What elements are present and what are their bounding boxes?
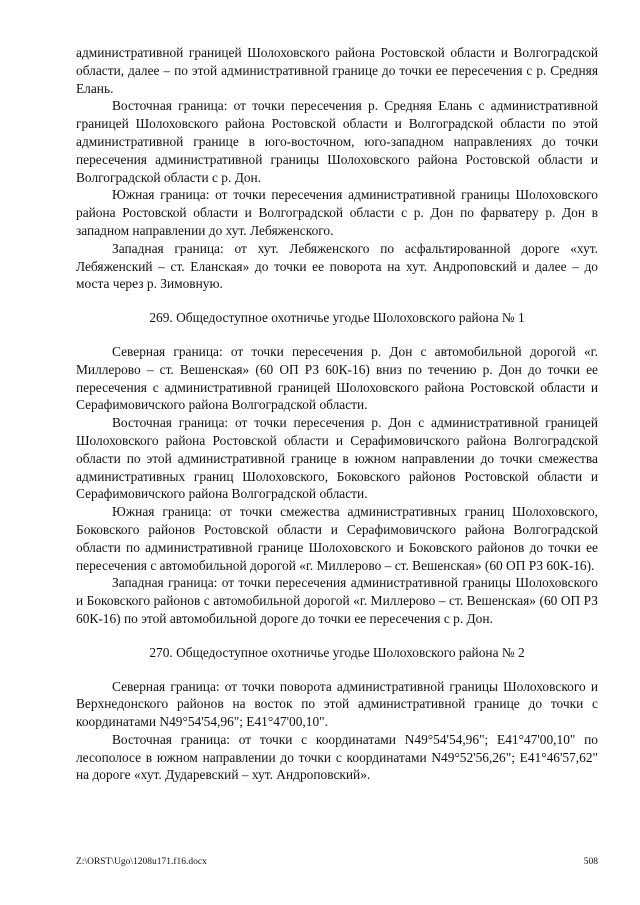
page-footer bbox=[76, 856, 598, 868]
intro-block bbox=[76, 44, 598, 293]
intro-paragraph: Восточная граница: от точки пересечения р. Средняя Елань с административной границей Шолоховского района Ростовской области и Волгоградской области по этой административной границе в юго-восточном, юго-западном направлениях до точки пересечения административной границы Шолоховского района Ростовской области и Волгоградской области с р. Дон. bbox=[76, 98, 598, 185]
section-paragraph: Южная граница: от точки смежества административных границ Шолоховского, Боковского районов Ростовской области и Серафимовичского района Волгоградской области по административной границе Шолоховского и Боковского районов до точки ее пересечения с автомобильной дорогой «г. Миллерово – ст. Вешенская» (60 ОП РЗ 60К-16). bbox=[76, 504, 598, 573]
section-paragraph: Северная граница: от точки пересечения р. Дон с автомобильной дорогой «г. Миллерово – ст. Вешенская» (60 ОП РЗ 60К-16) вниз по течению р. Дон до точки ее пересечения с административной границей Шолоховского района Ростовской области и Серафимовичского района Волгоградской области. bbox=[76, 343, 598, 413]
section-paragraph: Восточная граница: от точки с координатами N49°54'54,96"; E41°47'00,10" по лесополосе в южном направлении до точки с координатами N49°52'56,26"; E41°46'57,62" на дороге «хут. Дударевский – хут. Андроповский». bbox=[76, 731, 598, 783]
section-paragraph: Северная граница: от точки поворота административной границы Шолоховского и Верхнедонского районов на восток по этой административной границе до точки с координатами N49°54'54,96"; E41°47'00,10". bbox=[76, 678, 598, 730]
intro-paragraph: Южная граница: от точки пересечения административной границы Шолоховского района Ростовской области и Волгоградской области с р. Дон по фарватеру р. Дон в западном направлении до хут. Лебяженского. bbox=[76, 187, 598, 238]
file-path: Z:\ORST\Ugo\1208u171.f16.docx bbox=[76, 857, 207, 867]
intro-paragraph: Западная граница: от хут. Лебяженского по асфальтированной дороге «хут. Лебяженский – ст. Еланская» до точки ее поворота на хут. Андроповский и далее – до моста через р. Зимовную. bbox=[76, 240, 598, 292]
section-heading: 269. Общедоступное охотничье угодье Шолоховского района № 1 bbox=[149, 310, 525, 326]
page-number: 508 bbox=[583, 857, 598, 867]
section-270 bbox=[76, 644, 598, 785]
section-269 bbox=[76, 309, 598, 628]
intro-paragraph: административной границей Шолоховского района Ростовской области и Волгоградской области, далее – по этой административной границе до точки ее пересечения с р. Средняя Елань. bbox=[76, 45, 598, 96]
section-paragraph: Западная граница: от точки пересечения административной границы Шолоховского и Боковского районов с автомобильной дорогой «г. Миллерово – ст. Вешенская» (60 ОП РЗ 60К-16) по этой автомобильной дороге до точки ее пересечения с р. Дон. bbox=[76, 575, 598, 626]
section-paragraph: Восточная граница: от точки пересечения р. Дон с административной границей Шолоховского района Ростовской области и Серафимовичского района Волгоградской области по этой административной границе в южном направлении до точки смежества административных границ Шолоховского, Боковского районов Ростовской области и Серафимовичского района Волгоградской области. bbox=[76, 415, 598, 502]
section-heading: 270. Общедоступное охотничье угодье Шолоховского района № 2 bbox=[149, 644, 525, 660]
